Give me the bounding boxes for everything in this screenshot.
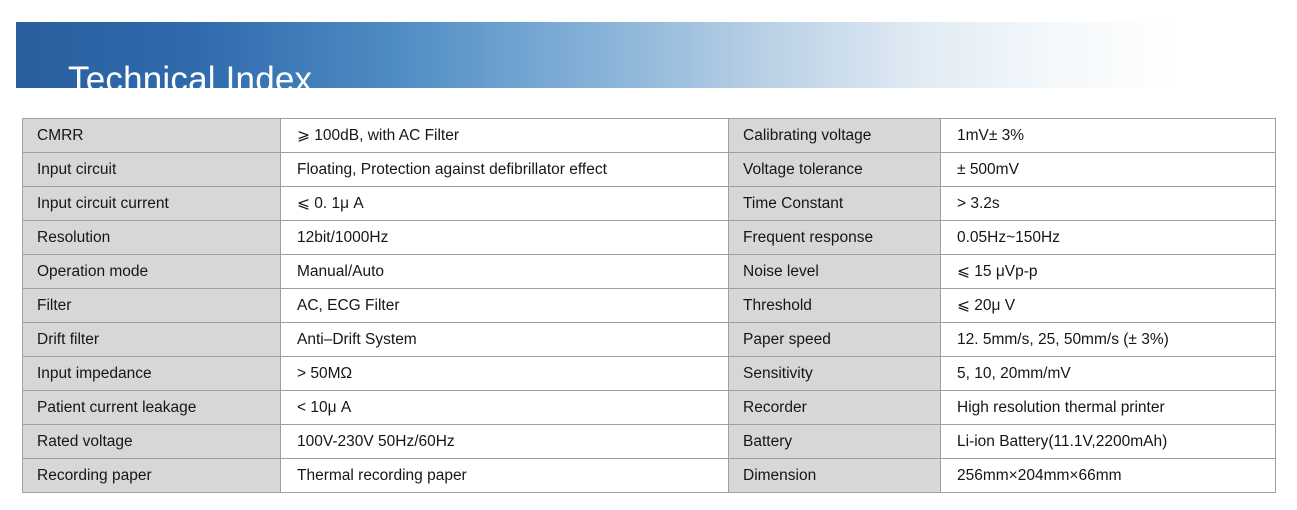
spec-label: Dimension [729,459,941,493]
spec-value: Manual/Auto [281,255,729,289]
spec-label: Voltage tolerance [729,153,941,187]
spec-label: Threshold [729,289,941,323]
table-row [23,391,1276,425]
spec-value: 256mm×204mm×66mm [941,459,1276,493]
spec-value: 5, 10, 20mm/mV [941,357,1276,391]
spec-value: Anti–Drift System [281,323,729,357]
spec-label: Input circuit [23,153,281,187]
spec-value: Floating, Protection against defibrillator effect [281,153,729,187]
spec-label: Battery [729,425,941,459]
spec-value: 0.05Hz~150Hz [941,221,1276,255]
spec-label: Filter [23,289,281,323]
table-row [23,153,1276,187]
spec-label: CMRR [23,119,281,153]
spec-label: Input impedance [23,357,281,391]
spec-value: Li-ion Battery(11.1V,2200mAh) [941,425,1276,459]
spec-value: 12bit/1000Hz [281,221,729,255]
spec-value: ± 500mV [941,153,1276,187]
spec-value: ⩾ 100dB, with AC Filter [281,119,729,153]
table-row [23,357,1276,391]
spec-label: Recorder [729,391,941,425]
spec-value: > 50MΩ [281,357,729,391]
spec-label: Input circuit current [23,187,281,221]
table-row [23,255,1276,289]
spec-value: ⩽ 20μ V [941,289,1276,323]
spec-value: > 3.2s [941,187,1276,221]
table-row [23,323,1276,357]
spec-label: Time Constant [729,187,941,221]
spec-value: High resolution thermal printer [941,391,1276,425]
spec-label: Patient current leakage [23,391,281,425]
spec-value: 12. 5mm/s, 25, 50mm/s (± 3%) [941,323,1276,357]
spec-value: ⩽ 0. 1μ A [281,187,729,221]
spec-label: Frequent response [729,221,941,255]
spec-label: Operation mode [23,255,281,289]
spec-value: AC, ECG Filter [281,289,729,323]
table-row [23,425,1276,459]
spec-label: Drift filter [23,323,281,357]
spec-value: 1mV± 3% [941,119,1276,153]
spec-value: ⩽ 15 μVp-p [941,255,1276,289]
spec-value: < 10μ A [281,391,729,425]
table-body [23,119,1276,493]
table-row [23,119,1276,153]
spec-value: Thermal recording paper [281,459,729,493]
spec-label: Paper speed [729,323,941,357]
spec-label: Recording paper [23,459,281,493]
spec-label: Calibrating voltage [729,119,941,153]
spec-label: Resolution [23,221,281,255]
spec-label: Noise level [729,255,941,289]
table-row [23,459,1276,493]
spec-label: Sensitivity [729,357,941,391]
page-title: Technical Index [68,60,313,99]
table-row [23,187,1276,221]
technical-index-table [22,118,1276,493]
table-row [23,221,1276,255]
spec-value: 100V-230V 50Hz/60Hz [281,425,729,459]
table-row [23,289,1276,323]
spec-label: Rated voltage [23,425,281,459]
header-banner [16,22,1281,99]
